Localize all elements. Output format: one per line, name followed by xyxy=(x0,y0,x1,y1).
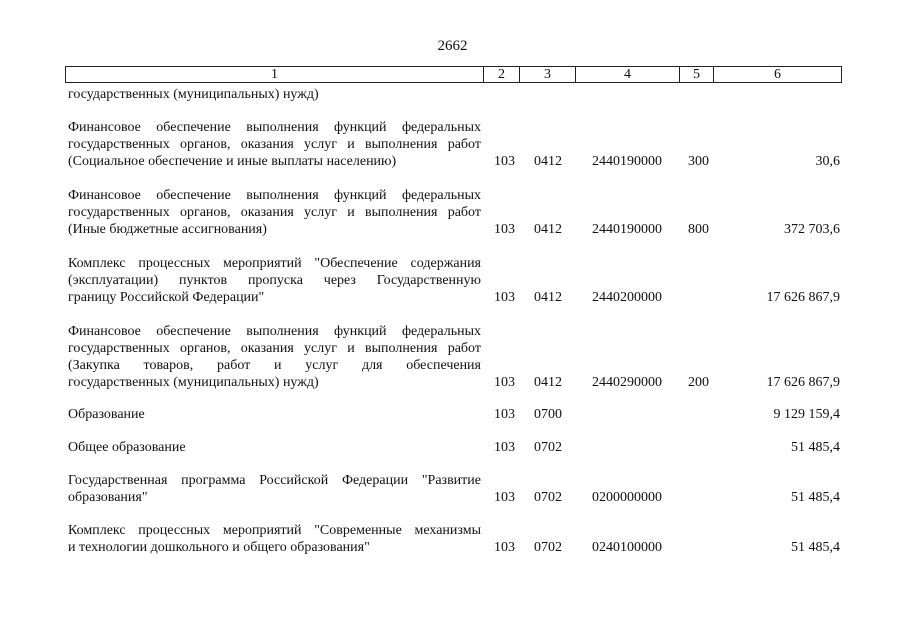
description-line: государственных (муниципальных) нужд) xyxy=(68,87,319,102)
description-line: Государственная программа Российской Федерации "Развитие xyxy=(68,473,481,488)
cell-col-3: 0412 xyxy=(534,375,562,390)
description-line: Общее образование xyxy=(68,440,186,455)
cell-col-2: 103 xyxy=(494,375,515,390)
row-description xyxy=(68,439,481,456)
page-number: 2662 xyxy=(437,38,468,54)
description-line: (Закупка товаров, работ и услуг для обеспечения xyxy=(68,358,481,373)
description-line: Образование xyxy=(68,407,145,422)
cell-col-3: 0412 xyxy=(534,222,562,237)
cell-col-3: 0702 xyxy=(534,440,562,455)
table-header xyxy=(65,66,842,83)
cell-col-4: 2440190000 xyxy=(592,154,662,169)
row-description xyxy=(68,406,481,423)
row-description xyxy=(68,472,481,506)
description-line: Финансовое обеспечение выполнения функций федеральных xyxy=(68,324,481,339)
cell-col-6: 9 129 159,4 xyxy=(773,407,840,422)
description-line: государственных органов, оказания услуг и выполнения работ xyxy=(68,341,481,356)
description-line: (Социальное обеспечение и иные выплаты населению) xyxy=(68,154,397,169)
description-line: границу Российской Федерации" xyxy=(68,290,265,305)
cell-col-4: 2440190000 xyxy=(592,222,662,237)
description-line: Финансовое обеспечение выполнения функций федеральных xyxy=(68,188,481,203)
description-line: государственных органов, оказания услуг и выполнения работ xyxy=(68,137,481,152)
cell-col-5: 200 xyxy=(688,375,709,390)
cell-col-6: 51 485,4 xyxy=(791,440,840,455)
cell-col-4: 0200000000 xyxy=(592,490,662,505)
description-line: Финансовое обеспечение выполнения функций федеральных xyxy=(68,120,481,135)
row-description xyxy=(68,522,481,556)
cell-col-3: 0700 xyxy=(534,407,562,422)
description-line: государственных (муниципальных) нужд) xyxy=(68,375,319,390)
cell-col-2: 103 xyxy=(494,540,515,555)
description-line: образования" xyxy=(68,490,148,505)
cell-col-3: 0412 xyxy=(534,290,562,305)
header-col-5: 5 xyxy=(680,67,714,82)
row-description xyxy=(68,119,481,170)
description-line: (эксплуатации) пунктов пропуска через Государственную xyxy=(68,273,481,288)
cell-col-2: 103 xyxy=(494,440,515,455)
cell-col-2: 103 xyxy=(494,222,515,237)
description-line: (Иные бюджетные ассигнования) xyxy=(68,222,267,237)
cell-col-6: 51 485,4 xyxy=(791,490,840,505)
row-description xyxy=(68,187,481,238)
cell-col-6: 30,6 xyxy=(815,154,840,169)
cell-col-6: 51 485,4 xyxy=(791,540,840,555)
cell-col-4: 0240100000 xyxy=(592,540,662,555)
row-description xyxy=(68,255,481,306)
cell-col-5: 800 xyxy=(688,222,709,237)
cell-col-5: 300 xyxy=(688,154,709,169)
cell-col-2: 103 xyxy=(494,490,515,505)
description-line: и технологии дошкольного и общего образования" xyxy=(68,540,370,555)
description-line: Комплекс процессных мероприятий "Обеспечение содержания xyxy=(68,256,481,271)
header-col-2: 2 xyxy=(484,67,520,82)
cell-col-6: 17 626 867,9 xyxy=(766,290,840,305)
row-description xyxy=(68,86,481,103)
description-line: государственных органов, оказания услуг и выполнения работ xyxy=(68,205,481,220)
cell-col-3: 0702 xyxy=(534,490,562,505)
cell-col-4: 2440200000 xyxy=(592,290,662,305)
cell-col-6: 372 703,6 xyxy=(784,222,840,237)
cell-col-2: 103 xyxy=(494,290,515,305)
cell-col-4: 2440290000 xyxy=(592,375,662,390)
cell-col-3: 0412 xyxy=(534,154,562,169)
row-description xyxy=(68,323,481,391)
cell-col-6: 17 626 867,9 xyxy=(766,375,840,390)
header-col-6: 6 xyxy=(774,67,781,82)
cell-col-2: 103 xyxy=(494,154,515,169)
header-col-3: 3 xyxy=(520,67,576,82)
header-col-1: 1 xyxy=(66,67,484,82)
cell-col-3: 0702 xyxy=(534,540,562,555)
description-line: Комплекс процессных мероприятий "Современные механизмы xyxy=(68,523,481,538)
cell-col-2: 103 xyxy=(494,407,515,422)
header-col-4: 4 xyxy=(576,67,680,82)
